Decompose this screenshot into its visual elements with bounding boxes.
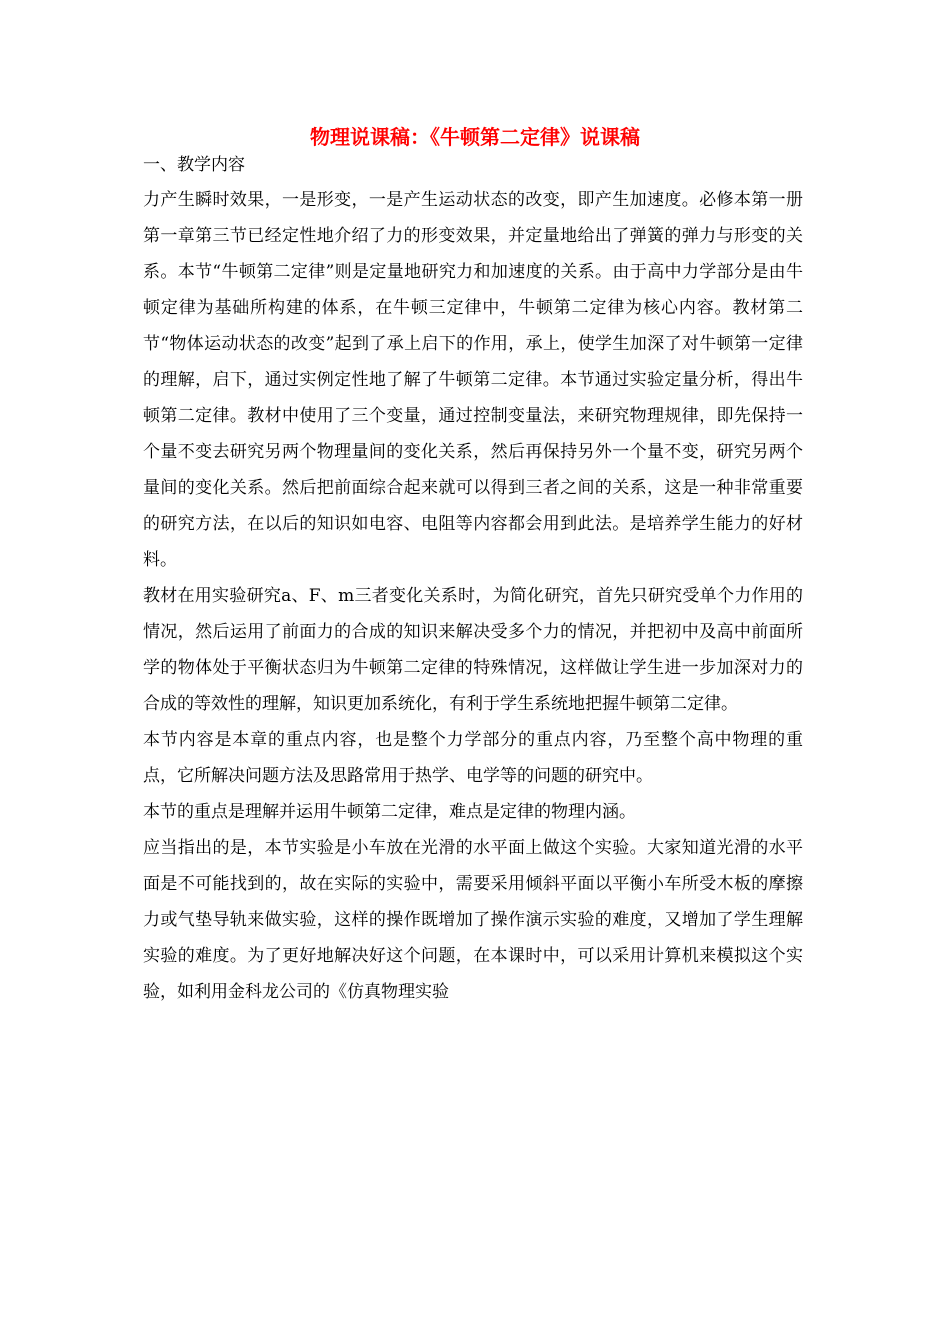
paragraph: 力产生瞬时效果，一是形变，一是产生运动状态的改变，即产生加速度。必修本第一册第一章第三节已经定性地介绍了力的形变效果，并定量地给出了弹簧的弹力与形变的关系。本节“牛顿第二定律”则是定量地研究力和加速度的关系。由于高中力学部分是由牛顿定律为基础所构建的体系，在牛顿三定律中，牛顿第二定律为核心内容。教材第二节“物体运动状态的改变”起到了承上启下的作用，承上，使学生加深了对牛顿第一定律的理解，启下，通过实例定性地了解了牛顿第二定律。本节通过实验定量分析，得出牛顿第二定律。教材中使用了三个变量，通过控制变量法，来研究物理规律，即先保持一个量不变去研究另两个物理量间的变化关系，然后再保持另外一个量不变，研究另两个量间的变化关系。然后把前面综合起来就可以得到三者之间的关系，这是一种非常重要的研究方法，在以后的知识如电容、电阻等内容都会用到此法。是培养学生能力的好材料。 [143, 190, 803, 570]
section-heading: 一、教学内容 [143, 155, 245, 175]
document-body [143, 182, 803, 1010]
paragraph: 本节的重点是理解并运用牛顿第二定律，难点是定律的物理内涵。 [143, 802, 636, 822]
paragraph: 应当指出的是，本节实验是小车放在光滑的水平面上做这个实验。大家知道光滑的水平面是不可能找到的，故在实际的实验中，需要采用倾斜平面以平衡小车所受木板的摩擦力或气垫导轨来做实验，这样的操作既增加了操作演示实验的难度，又增加了学生理解实验的难度。为了更好地解决好这个问题，在本课时中，可以采用计算机来模拟这个实验，如利用金科龙公司的《仿真物理实验 [143, 838, 803, 1002]
paragraph: 教材在用实验研究a、F、m三者变化关系时，为简化研究，首先只研究受单个力作用的情况，然后运用了前面力的合成的知识来解决受多个力的情况，并把初中及高中前面所学的物体处于平衡状态归为牛顿第二定律的特殊情况，这样做让学生进一步加深对力的合成的等效性的理解，知识更加系统化，有利于学生系统地把握牛顿第二定律。 [143, 586, 803, 714]
document-title: 物理说课稿：《牛顿第二定律》说课稿 [310, 125, 640, 149]
paragraph: 本节内容是本章的重点内容，也是整个力学部分的重点内容，乃至整个高中物理的重点，它所解决问题方法及思路常用于热学、电学等的问题的研究中。 [143, 730, 803, 786]
